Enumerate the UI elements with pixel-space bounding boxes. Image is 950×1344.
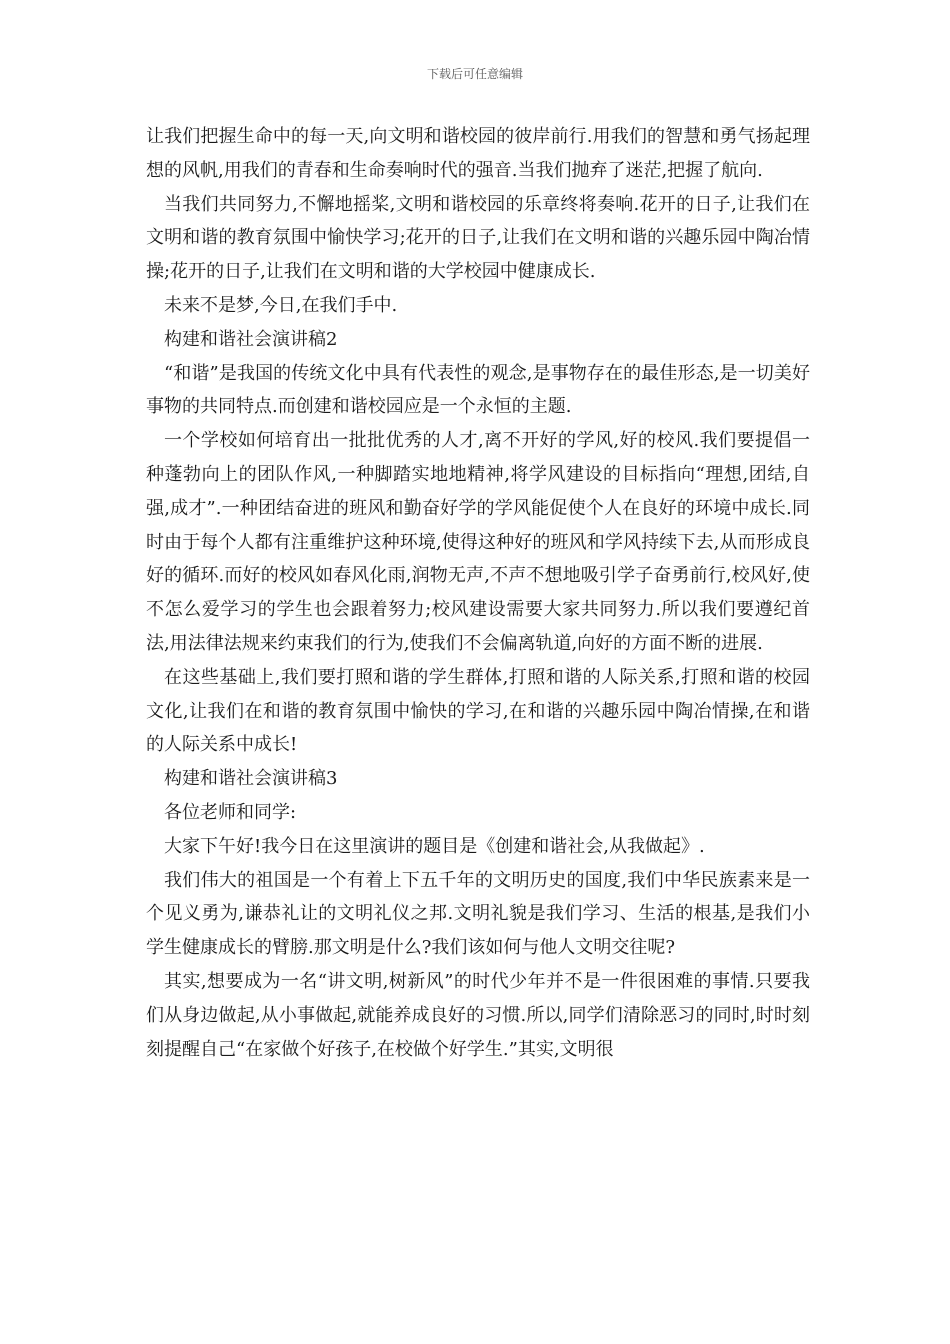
paragraph-3: 未来不是梦,今日,在我们手中. — [164, 294, 398, 316]
section-heading-2: 构建和谐社会演讲稿2 — [164, 328, 338, 350]
page-header: 下载后可任意编辑 — [426, 67, 523, 81]
paragraph-4: “和谐”是我国的传统文化中具有代表性的观念,是事物存在的最佳形态,是一切美好事物的共同特点.而创建和谐校园应是一个永恒的主题. — [146, 362, 810, 418]
paragraph-1: 让我们把握生命中的每一天,向文明和谐校园的彼岸前行.用我们的智慧和勇气扬起理想的风帆,用我们的青春和生命奏响时代的强音.当我们抛弃了迷茫,把握了航向. — [146, 126, 810, 181]
paragraph-7: 大家下午好!我今日在这里演讲的题目是《创建和谐社会,从我做起》. — [164, 835, 705, 857]
paragraph-salutation: 各位老师和同学: — [164, 801, 297, 823]
paragraph-6: 在这些基础上,我们要打照和谐的学生群体,打照和谐的人际关系,打照和谐的校园文化,让我们在和谐的教育氛围中愉快的学习,在和谐的兴趣乐园中陶冶情操,在和谐的人际关系中成长! — [146, 666, 810, 756]
paragraph-8: 我们伟大的祖国是一个有着上下五千年的文明历史的国度,我们中华民族素来是一个见义勇为,谦恭礼让的文明礼仪之邦.文明礼貌是我们学习、生活的根基,是我们小学生健康成长的臂膀.那文明是什么?我们该如何与他人文明交往呢? — [146, 869, 810, 959]
section-heading-3: 构建和谐社会演讲稿3 — [164, 768, 338, 790]
document-body — [146, 120, 810, 1066]
paragraph-2: 当我们共同努力,不懈地摇桨,文明和谐校园的乐章终将奏响.花开的日子,让我们在文明和谐的教育氛围中愉快学习;花开的日子,让我们在文明和谐的兴趣乐园中陶冶情操;花开的日子,让我们在文明和谐的大学校园中健康成长. — [146, 193, 810, 283]
paragraph-9: 其实,想要成为一名“讲文明,树新风”的时代少年并不是一件很困难的事情.只要我们从身边做起,从小事做起,就能养成良好的习惯.所以,同学们清除恶习的同时,时时刻刻提醒自己“在家做个好孩子,在校做个好学生.”其实,文明很 — [146, 970, 810, 1060]
paragraph-5: 一个学校如何培育出一批批优秀的人才,离不开好的学风,好的校风.我们要提倡一种蓬勃向上的团队作风,一种脚踏实地地精神,将学风建设的目标指向“理想,团结,自强,成才”.一种团结奋进的班风和勤奋好学的学风能促使个人在良好的环境中成长.同时由于每个人都有注重维护这种环境,使得这种好的班风和学风持续下去,从而形成良好的循环.而好的校风如春风化雨,润物无声,不声不想地吸引学子奋勇前行,校风好,使不怎么爱学习的学生也会跟着努力;校风建设需要大家共同努力.所以我们要遵纪首法,用法律法规来约束我们的行为,使我们不会偏离轨道,向好的方面不断的进展. — [146, 430, 810, 654]
